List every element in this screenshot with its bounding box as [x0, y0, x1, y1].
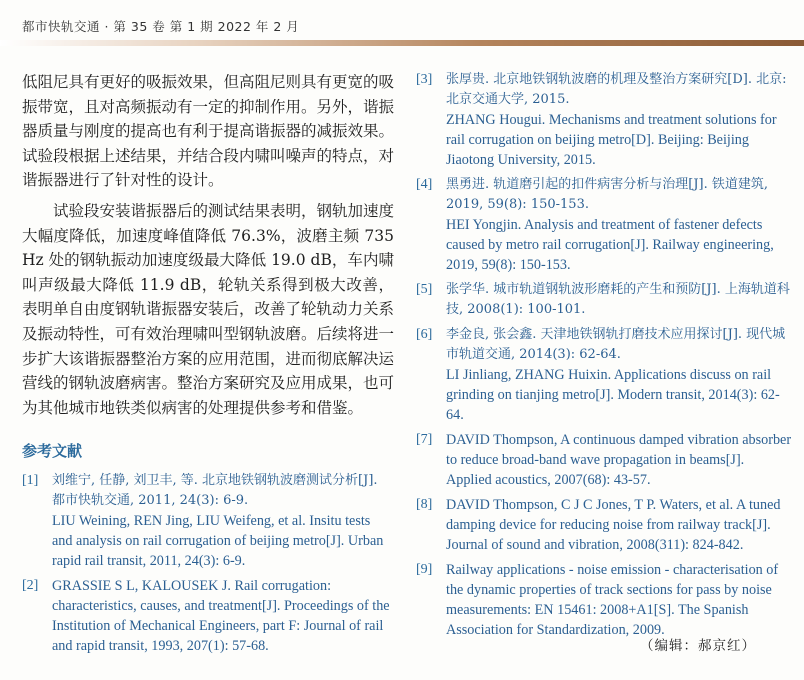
reference-number: [8]	[416, 497, 433, 512]
reference-number: [6]	[416, 327, 433, 342]
reference-item	[22, 576, 394, 656]
reference-en: LI Jinliang, ZHANG Huixin. Applications discuss on rail grinding on tianjing metro[J]. Modern transit, 2014(3): 62-64.	[446, 367, 780, 423]
reference-item	[416, 70, 792, 170]
reference-number: [1]	[22, 473, 39, 489]
header-rule	[0, 40, 804, 46]
reference-cn: 张厚贵. 北京地铁钢轨波磨的机理及整治方案研究[D]. 北京: 北京交通大学, 2015.	[446, 72, 787, 107]
body-text	[22, 70, 394, 420]
reference-cn: 黑勇进. 轨道磨引起的扣件病害分析与治理[J]. 铁道建筑, 2019, 59(8): 150-153.	[446, 177, 769, 212]
right-column	[416, 70, 792, 645]
reference-cn: 李金良, 张会鑫. 天津地铁钢轨打磨技术应用探讨[J]. 现代城市轨道交通, 2014(3): 62-64.	[446, 327, 786, 362]
reference-number: [5]	[416, 282, 433, 297]
reference-item	[416, 325, 792, 425]
journal-header: 都市快轨交通 · 第 35 卷 第 1 期 2022 年 2 月	[22, 19, 300, 34]
paragraph-1: 低阻尼具有更好的吸振效果，但高阻尼则具有更宽的吸振带宽，且对高频振动有一定的抑制作用。另外，谐振器质量与刚度的提高也有利于提高谐振器的减振效果。试验段根据上述结果，并结合段内啸叫噪声的特点，对谐振器进行了针对性的设计。	[22, 73, 395, 190]
reference-item	[22, 471, 394, 571]
reference-en: LIU Weining, REN Jing, LIU Weifeng, et al. Insitu tests and analysis on rail corrugation of beijing metro[J]. Urban rapid rail transit, 2011, 24(3): 6-9.	[52, 513, 384, 570]
reference-number: [2]	[22, 578, 39, 594]
reference-en: DAVID Thompson, A continuous damped vibration absorber to reduce broad-band wave propagation in beams[J]. Applied acoustics, 2007(68): 43-57.	[446, 432, 792, 488]
reference-en: Railway applications - noise emission - characterisation of the dynamic properties of track sections for pass by noise measurements: EN 15461: 2008+A1[S]. The Spanish Association for Standardization, 2009.	[446, 562, 779, 638]
reference-item	[416, 280, 792, 320]
reference-en: ZHANG Hougui. Mechanisms and treatment solutions for rail corrugation on beijing metro[D]. Beijing: Beijing Jiaotong University, 2015.	[446, 112, 777, 168]
reference-number: [9]	[416, 562, 433, 577]
reference-cn: 张学华. 城市轨道钢轨波形磨耗的产生和预防[J]. 上海轨道科技, 2008(1): 100-101.	[446, 282, 790, 317]
reference-en: HEI Yongjin. Analysis and treatment of fastener defects caused by metro rail corrugation[J]. Railway engineering, 2019, 59(8): 150-153.	[446, 217, 774, 273]
paragraph-2: 试验段安装谐振器后的测试结果表明，钢轨加速度大幅度降低，加速度峰值降低 76.3%，波磨主频 735 Hz 处的钢轨振动加速度级最大降低 19.0 dB，车内啸叫声级最大降低 11.9 dB，轮轨关系得到极大改善，表明单自由度钢轨谐振器安装后，改善了轮轨动力关系及振动特性，可有效治理啸叫型钢轨波磨。后续将进一步扩大该谐振器整治方案的应用范围，进而彻底解决运营线的钢轨波磨病害。整治方案研究及应用成果，也可为其他城市地铁类似病害的处理提供参考和借鉴。	[22, 201, 395, 417]
editor-credit: （编辑：郝京红）	[640, 638, 756, 654]
reference-number: [4]	[416, 177, 433, 192]
reference-cn: 刘维宁, 任静, 刘卫丰, 等. 北京地铁钢轨波磨测试分析[J]. 都市快轨交通, 2011, 24(3): 6-9.	[52, 473, 378, 509]
reference-item	[416, 495, 792, 555]
reference-en: GRASSIE S L, KALOUSEK J. Rail corrugation: characteristics, causes, and treatment[J]. Proceedings of the Institution of Mechanical Engineers, part F: Journal of rail and rapid transit, 1993, 207(1): 57-68.	[52, 578, 390, 655]
reference-number: [7]	[416, 432, 433, 447]
reference-en: DAVID Thompson, C J C Jones, T P. Waters, et al. A tuned damping device for reducing noise from railway track[J]. Journal of sound and vibration, 2008(311): 824-842.	[446, 497, 781, 553]
reference-item	[416, 430, 792, 490]
reference-item	[416, 175, 792, 275]
reference-number: [3]	[416, 72, 433, 87]
left-column	[22, 70, 394, 661]
reference-item	[416, 560, 792, 640]
references-title: 参考文献	[22, 442, 83, 461]
